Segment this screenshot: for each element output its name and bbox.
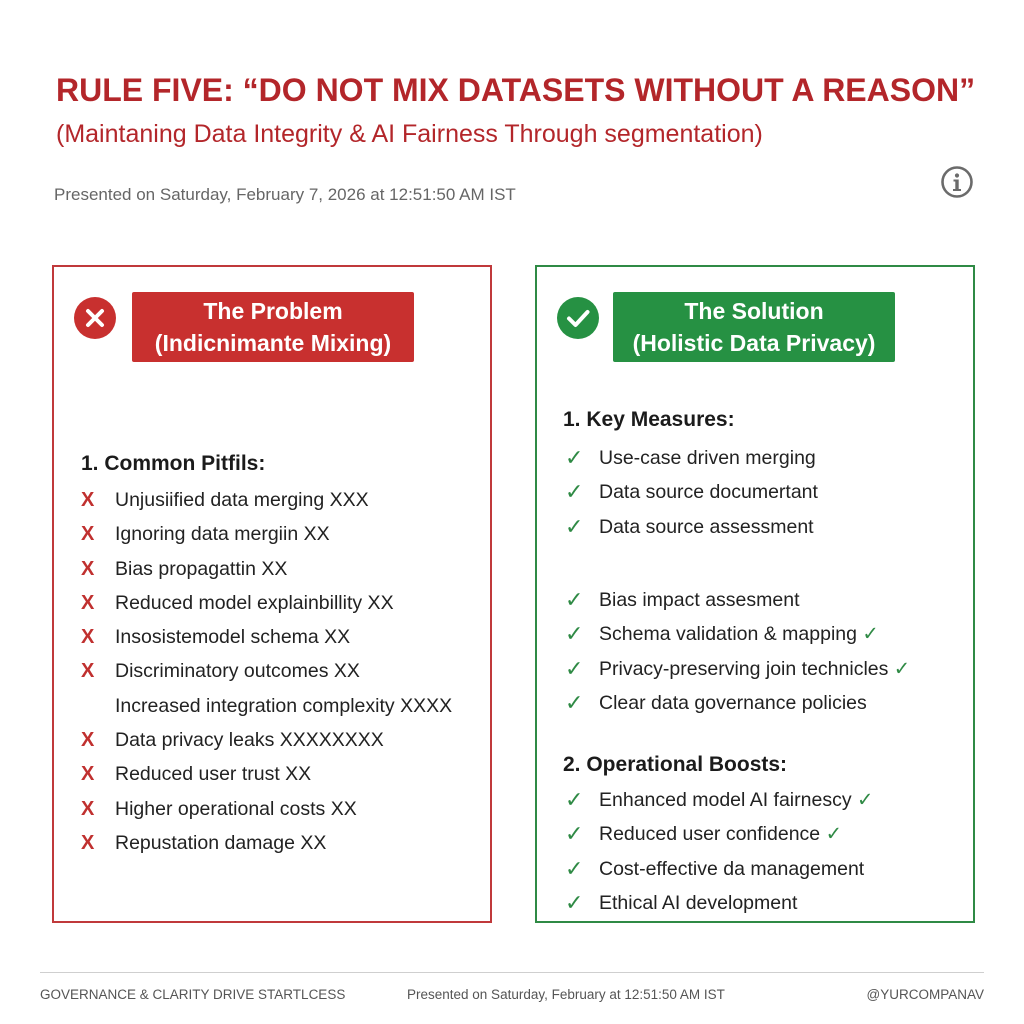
measure-item bbox=[565, 441, 818, 475]
list-item-text: Reduced user trust XX bbox=[115, 763, 312, 786]
checkmark-icon: ✓ bbox=[565, 513, 584, 539]
x-mark-icon: X bbox=[81, 591, 95, 614]
checkmark-icon: ✓ bbox=[565, 787, 584, 812]
x-mark-icon: X bbox=[81, 797, 95, 820]
pitfall-item bbox=[81, 792, 452, 826]
checkmark-icon: ✓ bbox=[565, 689, 584, 715]
list-item-text: Bias propagattin XX bbox=[115, 557, 288, 580]
trailing-checkmark-icon: ✓ bbox=[857, 789, 874, 811]
pitfall-item bbox=[81, 757, 452, 791]
solution-section1b-list bbox=[565, 583, 910, 720]
measure-item bbox=[565, 652, 910, 686]
boost-item bbox=[565, 783, 873, 817]
footer-divider bbox=[40, 972, 984, 973]
x-mark-icon: X bbox=[81, 626, 95, 649]
checkmark-icon: ✓ bbox=[565, 889, 584, 915]
solution-section2-list bbox=[565, 783, 873, 920]
footer-left: GOVERNANCE & CLARITY DRIVE STARTLCESS bbox=[40, 987, 346, 1002]
check-circle-icon bbox=[557, 297, 599, 339]
problem-heading-line1: The Problem bbox=[203, 298, 343, 324]
problem-list bbox=[81, 483, 452, 860]
x-mark-icon: X bbox=[81, 831, 95, 854]
list-item-text: Ignoring data mergiin XX bbox=[115, 523, 330, 546]
pitfall-item bbox=[81, 552, 452, 586]
list-item-text: Unjusiified data merging XXX bbox=[115, 489, 369, 511]
pitfall-item bbox=[81, 723, 452, 757]
list-item-text: Reduced user confidence bbox=[599, 823, 821, 846]
solution-heading-line1: The Solution bbox=[684, 298, 824, 324]
list-item-text: Data source documertant bbox=[599, 481, 818, 504]
solution-section1-title: 1. Key Measures: bbox=[563, 408, 735, 431]
footer-center: Presented on Saturday, February at 12:51:50 AM IST bbox=[407, 987, 725, 1002]
list-item-text: Insosistemodel schema XX bbox=[115, 626, 351, 649]
problem-section-title: 1. Common Pitfils: bbox=[81, 452, 266, 475]
checkmark-icon: ✓ bbox=[565, 855, 584, 881]
list-item-text: Ethical AI development bbox=[599, 891, 798, 914]
x-mark-icon: X bbox=[81, 523, 95, 546]
list-item-text: Enhanced model AI fairnescy bbox=[599, 789, 852, 811]
list-item-text: Repustation damage XX bbox=[115, 831, 327, 854]
x-mark-icon: X bbox=[81, 729, 95, 752]
solution-heading-line2: (Holistic Data Privacy) bbox=[632, 330, 876, 356]
problem-panel bbox=[52, 265, 492, 923]
pitfall-item bbox=[81, 586, 452, 620]
list-item-text: Privacy-preserving join technicles bbox=[599, 657, 889, 680]
pitfall-item bbox=[81, 483, 452, 517]
list-item-text: Discriminatory outcomes XX bbox=[115, 660, 360, 683]
problem-heading bbox=[132, 292, 414, 362]
x-mark-icon: X bbox=[81, 660, 95, 683]
pitfall-item bbox=[81, 654, 452, 688]
trailing-checkmark-icon: ✓ bbox=[862, 623, 879, 646]
x-mark-icon: X bbox=[81, 489, 95, 511]
measure-item bbox=[565, 686, 910, 720]
list-item-text: Increased integration complexity XXXX bbox=[115, 694, 453, 717]
x-mark-icon: X bbox=[81, 557, 95, 580]
solution-section1-list bbox=[565, 441, 818, 544]
list-item-text: Bias impact assesment bbox=[599, 589, 800, 611]
info-icon[interactable] bbox=[940, 165, 974, 199]
measure-item bbox=[565, 583, 910, 617]
footer-right: @YURCOMPANAV bbox=[866, 987, 984, 1002]
list-item-text: Data privacy leaks XXXXXXXX bbox=[115, 729, 384, 752]
trailing-checkmark-icon: ✓ bbox=[825, 823, 842, 846]
trailing-checkmark-icon: ✓ bbox=[893, 657, 911, 680]
solution-panel bbox=[535, 265, 975, 923]
x-mark-icon: X bbox=[81, 763, 95, 786]
page-subtitle: (Maintaning Data Integrity & AI Fairness Through segmentation) bbox=[56, 120, 763, 148]
checkmark-icon: ✓ bbox=[565, 587, 584, 612]
x-circle-icon bbox=[74, 297, 116, 339]
list-item-text: Higher operational costs XX bbox=[115, 797, 357, 820]
measure-item bbox=[565, 475, 818, 509]
list-item-text: Cost-effective da management bbox=[599, 857, 865, 880]
boost-item bbox=[565, 852, 873, 886]
solution-heading bbox=[613, 292, 895, 362]
list-item-text: Data source assessment bbox=[599, 515, 814, 538]
presentation-date: Presented on Saturday, February 7, 2026 at 12:51:50 AM IST bbox=[54, 185, 516, 204]
pitfall-item bbox=[81, 826, 452, 860]
page-title: RULE FIVE: “DO NOT MIX DATASETS WITHOUT A REASON” bbox=[56, 72, 976, 108]
list-item-text: Schema validation & mapping bbox=[599, 623, 857, 646]
pitfall-item bbox=[81, 517, 452, 551]
measure-item bbox=[565, 617, 910, 651]
problem-heading-line2: (Indicnimante Mixing) bbox=[154, 330, 392, 356]
list-item-text: Clear data governance policies bbox=[599, 691, 867, 714]
solution-section2-title: 2. Operational Boosts: bbox=[563, 753, 788, 776]
checkmark-icon: ✓ bbox=[565, 621, 584, 647]
list-item-text: Reduced model explainbillity XX bbox=[115, 591, 394, 614]
boost-item bbox=[565, 886, 873, 920]
checkmark-icon: ✓ bbox=[565, 655, 584, 681]
list-item-text: Use-case driven merging bbox=[599, 447, 816, 469]
boost-item bbox=[565, 817, 873, 851]
checkmark-icon: ✓ bbox=[565, 479, 584, 505]
pitfall-item bbox=[81, 689, 452, 723]
measure-item bbox=[565, 510, 818, 544]
pitfall-item bbox=[81, 620, 452, 654]
checkmark-icon: ✓ bbox=[565, 445, 584, 470]
checkmark-icon: ✓ bbox=[565, 821, 584, 847]
